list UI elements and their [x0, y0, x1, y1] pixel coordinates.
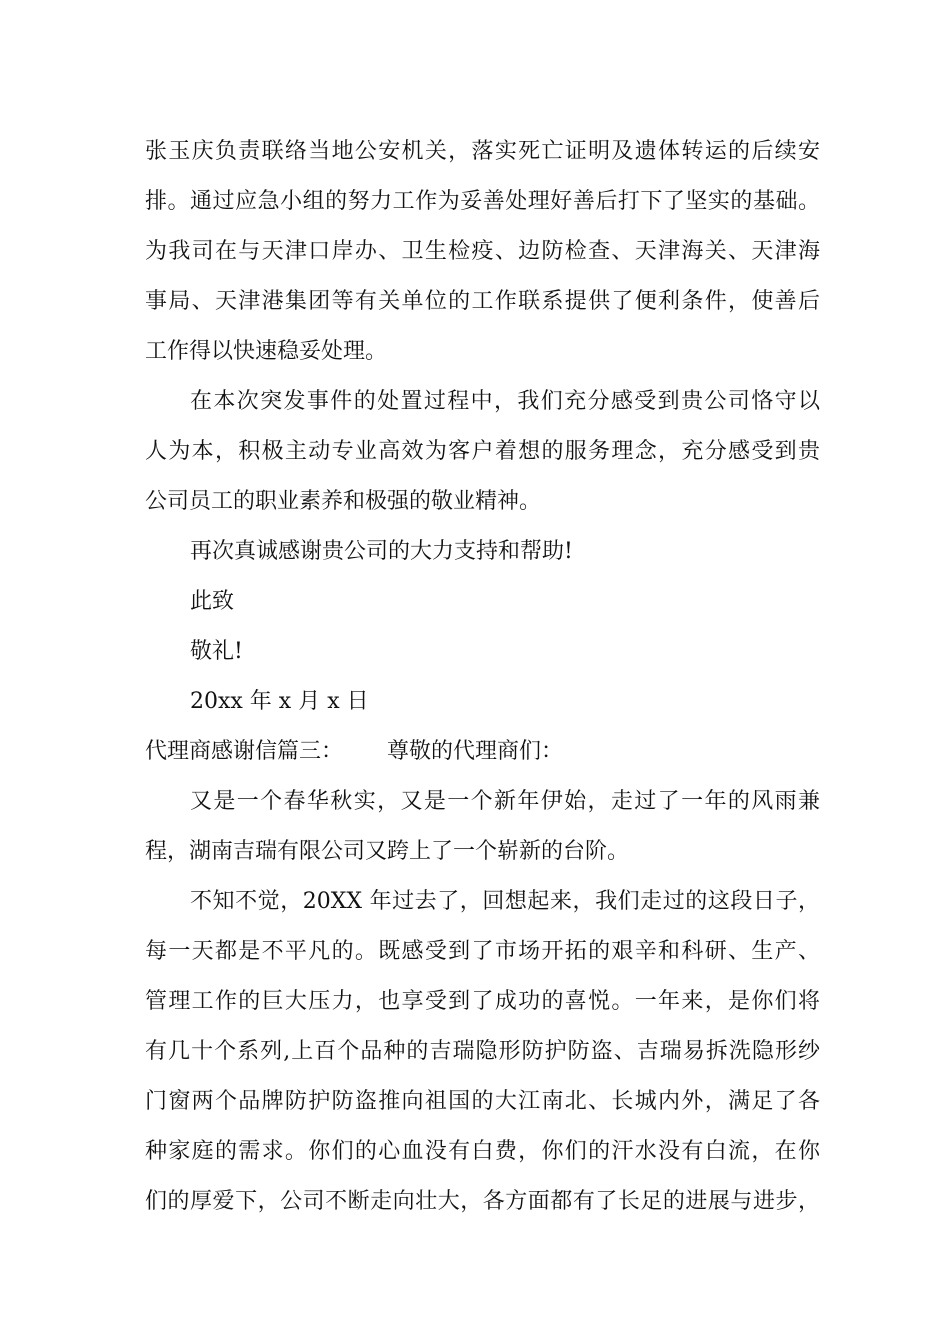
paragraph-first-line: 不知不觉，20XX 年过去了，回想起来，我们走过的这段日子， — [190, 889, 820, 914]
body-line: 管理工作的巨大压力，也享受到了成功的喜悦。一年来，是你们将 — [145, 989, 820, 1014]
body-line: 排。通过应急小组的努力工作为妥善处理好善后打下了坚实的基础。 — [145, 189, 820, 214]
greeting: 尊敬的代理商们： — [387, 739, 564, 764]
paragraph-first-line: 又是一个春华秋实，又是一个新年伊始，走过了一年的风雨兼 — [190, 789, 820, 814]
body-line: 事局、天津港集团等有关单位的工作联系提供了便利条件，使善后 — [145, 289, 820, 314]
body-line: 公司员工的职业素养和极强的敬业精神。 — [145, 489, 542, 514]
body-line: 工作得以快速稳妥处理。 — [145, 339, 388, 364]
salutation-jingli: 敬礼! — [190, 639, 243, 664]
paragraph-first-line: 在本次突发事件的处置过程中，我们充分感受到贵公司恪守以 — [190, 389, 820, 414]
body-line: 门窗两个品牌防护防盗推向祖国的大江南北、长城内外，满足了各 — [145, 1089, 820, 1114]
body-line: 为我司在与天津口岸办、卫生检疫、边防检查、天津海关、天津海 — [145, 239, 820, 264]
section-title: 代理商感谢信篇三： — [145, 739, 344, 764]
body-line: 们的厚爱下，公司不断走向壮大，各方面都有了长足的进展与进步， — [145, 1189, 820, 1214]
salutation-cizhi: 此致 — [190, 589, 235, 614]
body-line: 每一天都是不平凡的。既感受到了市场开拓的艰辛和科研、生产、 — [145, 939, 820, 964]
body-line: 程，湖南吉瑞有限公司又跨上了一个崭新的台阶。 — [145, 839, 630, 864]
body-line: 张玉庆负责联络当地公安机关，落实死亡证明及遗体转运的后续安 — [145, 139, 820, 164]
closing-thanks: 再次真诚感谢贵公司的大力支持和帮助! — [190, 539, 573, 564]
body-line: 有几十个系列,上百个品种的吉瑞隐形防护防盗、吉瑞易拆洗隐形纱 — [145, 1039, 820, 1064]
letter-date: 20xx 年 x 月 x 日 — [190, 689, 369, 714]
body-line: 种家庭的需求。你们的心血没有白费，你们的汗水没有白流，在你 — [145, 1139, 820, 1164]
section-heading-row — [145, 738, 563, 766]
body-line: 人为本，积极主动专业高效为客户着想的服务理念，充分感受到贵 — [145, 439, 820, 464]
